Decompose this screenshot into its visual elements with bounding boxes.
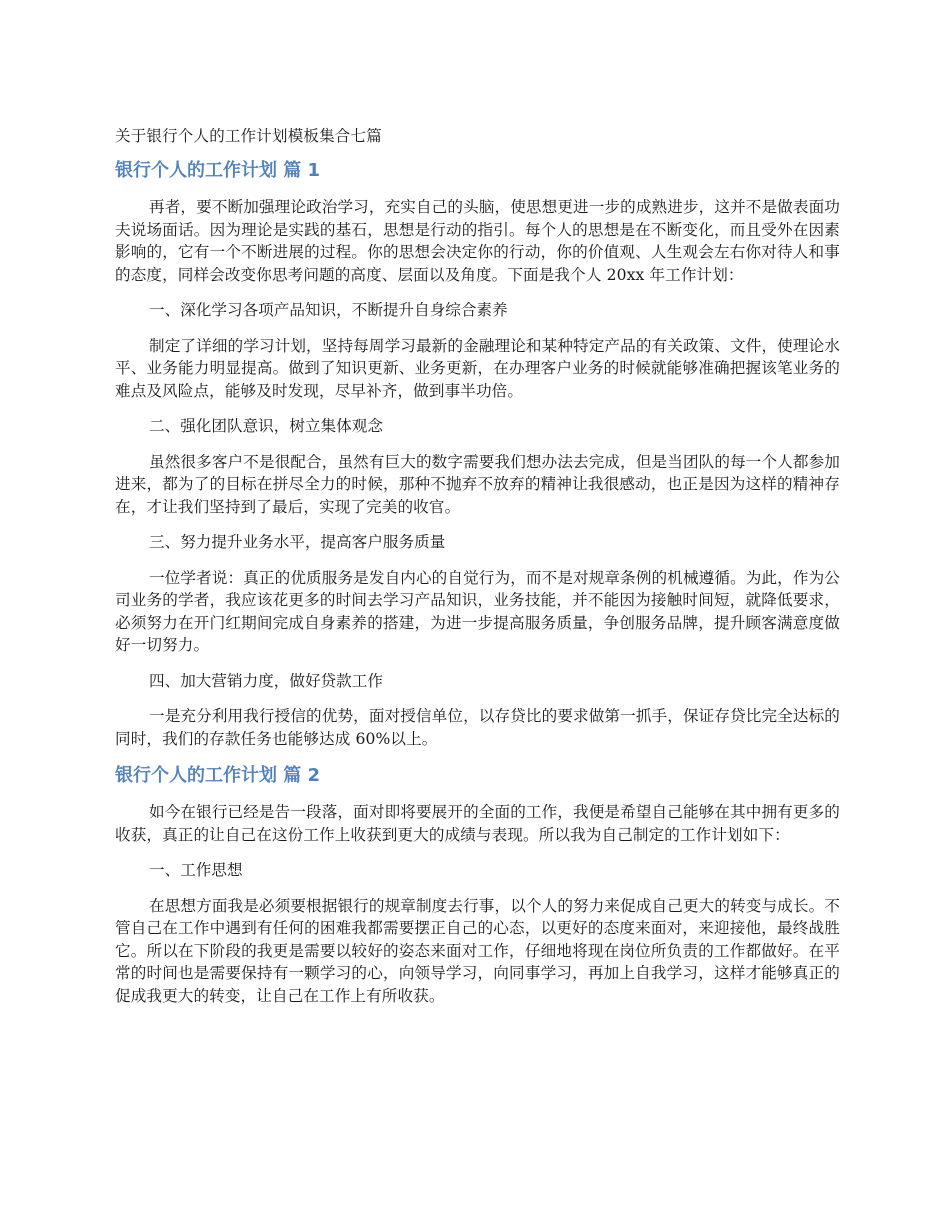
item-heading: 二、强化团队意识，树立集体观念 bbox=[149, 417, 383, 435]
item-heading: 一、工作思想 bbox=[149, 861, 243, 879]
section-intro: 如今在银行已经是告一段落，面对即将要展开的全面的工作，我便是希望自己能够在其中拥有更多的收获，真正的让自己在这份工作上收获到更大的成绩与表现。所以我为自己制定的工作计划如下： bbox=[115, 803, 840, 844]
item-body: 一是充分利用我行授信的优势，面对授信单位，以存贷比的要求做第一抓手，保证存贷比完全达标的同时，我们的存款任务也能够达成 60%以上。 bbox=[115, 707, 840, 748]
document-title: 关于银行个人的工作计划模板集合七篇 bbox=[115, 127, 382, 145]
item-heading: 四、加大营销力度，做好贷款工作 bbox=[149, 671, 383, 690]
document-page bbox=[115, 124, 840, 1020]
item-heading: 一、深化学习各项产品知识，不断提升自身综合素养 bbox=[149, 301, 508, 319]
section-heading: 银行个人的工作计划 篇 2 bbox=[115, 765, 321, 786]
item-body: 制定了详细的学习计划，坚持每周学习最新的金融理论和某种特定产品的有关政策、文件，使理论水平、业务能力明显提高。做到了知识更新、业务更新，在办理客户业务的时候就能够准确把握该笔业务的难点及风险点，能够及时发现，尽早补齐，做到事半功倍。 bbox=[115, 336, 840, 400]
section-1 bbox=[115, 158, 840, 750]
item-heading: 三、努力提升业务水平，提高客户服务质量 bbox=[149, 533, 446, 551]
section-2 bbox=[115, 763, 840, 1007]
item-body: 一位学者说：真正的优质服务是发自内心的自觉行为，而不是对规章条例的机械遵循。为此，作为公司业务的学者，我应该花更多的时间去学习产品知识，业务技能，并不能因为接触时间短，就降低要求，必须努力在开门红期间完成自身素养的搭建，为进一步提高服务质量，争创服务品牌，提升顾客满意度做好一切努力。 bbox=[115, 568, 840, 654]
section-heading: 银行个人的工作计划 篇 1 bbox=[115, 160, 321, 181]
item-body: 在思想方面我是必须要根据银行的规章制度去行事，以个人的努力来促成自己更大的转变与成长。不管自己在工作中遇到有任何的困难我都需要摆正自己的心态，以更好的态度来面对，来迎接他，最终战胜它。所以在下阶段的我更是需要以较好的姿态来面对工作，仔细地将现在岗位所负责的工作都做好。在平常的时间也是需要保持有一颗学习的心，向领导学习，向同事学习，再加上自我学习，这样才能够真正的促成我更大的转变，让自己在工作上有所收获。 bbox=[115, 896, 840, 1005]
section-intro: 再者，要不断加强理论政治学习，充实自己的头脑，使思想更进一步的成熟进步，这并不是做表面功夫说场面话。因为理论是实践的基石，思想是行动的指引。每个人的思想是在不断变化，而且受外在因素影响的，它有一个不断进展的过程。你的思想会决定你的行动，你的价值观、人生观会左右你对待人和事的态度，同样会改变你思考问题的高度、层面以及角度。下面是我个人 20xx 年工作计划： bbox=[115, 198, 840, 284]
item-body: 虽然很多客户不是很配合，虽然有巨大的数字需要我们想办法去完成，但是当团队的每一个人都参加进来，都为了的目标在拼尽全力的时候，那种不抛弃不放弃的精神让我很感动，也正是因为这样的精神存在，才让我们坚持到了最后，实现了完美的收官。 bbox=[115, 452, 840, 516]
